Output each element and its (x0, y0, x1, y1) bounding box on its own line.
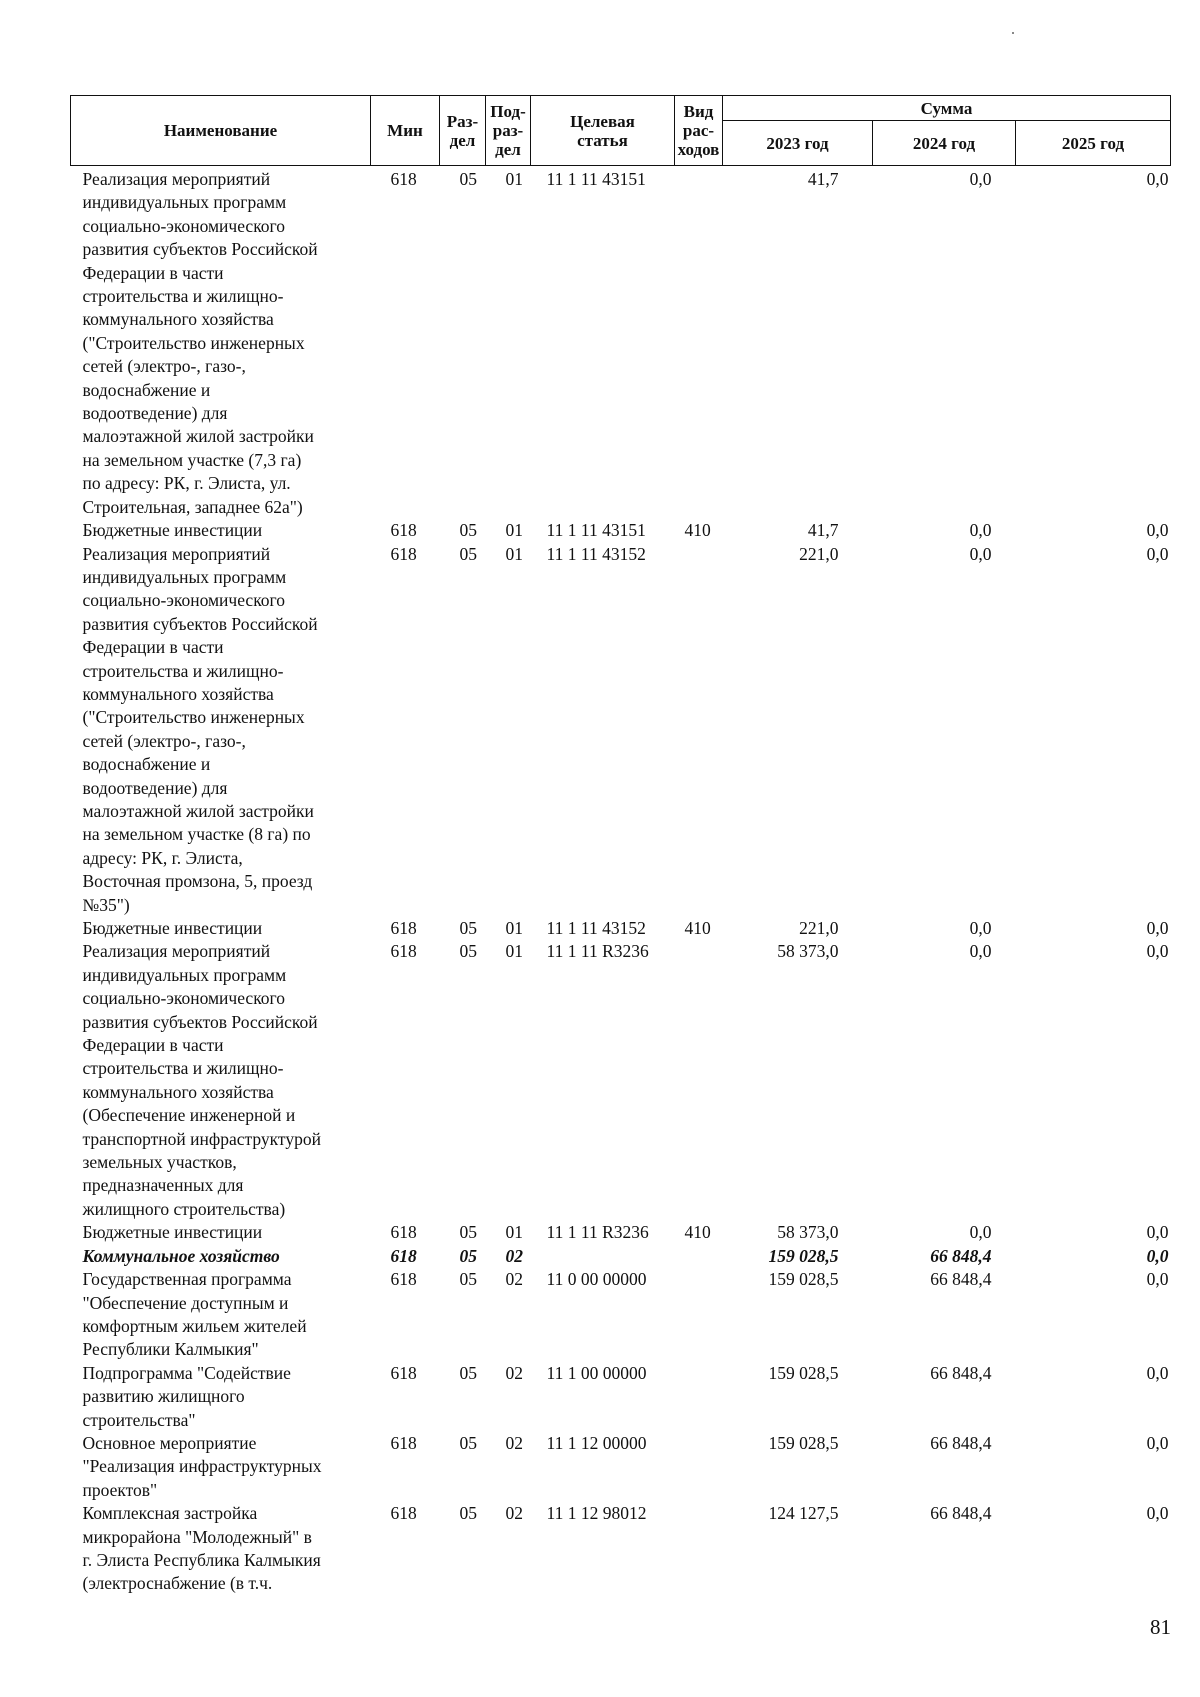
table-row (71, 1245, 1171, 1268)
row-vid-rashodov: 410 (684, 1222, 711, 1243)
header-podrazdel: Под- раз- дел (486, 96, 531, 166)
table-body (71, 166, 1171, 1596)
row-sum-2025: 0,0 (1146, 1222, 1169, 1243)
table-row (71, 940, 1171, 1221)
row-razdel: 05 (459, 520, 477, 541)
row-sum-2023: 159 028,5 (768, 1362, 839, 1383)
row-celevaya-statya (531, 1245, 675, 1268)
row-vid-rashodov (675, 166, 723, 520)
header-celevaya-statya: Целевая статья (531, 96, 675, 166)
table-row (71, 917, 1171, 940)
table-header (71, 96, 1171, 166)
header-razdel: Раз- дел (440, 96, 486, 166)
row-podrazdel: 01 (505, 520, 523, 541)
row-sum-2023: 221,0 (799, 543, 839, 564)
row-name: Реализация мероприятий индивидуальных программ социально-экономического развития субъектов Российской Федерации в части строительства и жилищно- коммунального хозяйства ("Строительство инженерных сетей (электро-, газо-, водоснабжение и водоотведение) для малоэтажной жилой застройки на земельном участке (8 га) по адресу: РК, г. Элиста, Восточная промзона, 5, проезд №35") (82, 543, 318, 915)
row-name: Государственная программа "Обеспечение доступным и комфортным жильем жителей Республики Калмыкия" (82, 1269, 307, 1360)
row-podrazdel: 02 (505, 1503, 523, 1524)
row-name: Бюджетные инвестиции (82, 520, 263, 541)
row-vid-rashodov (675, 1502, 723, 1596)
row-sum-2024: 0,0 (969, 520, 992, 541)
header-name: Наименование (71, 96, 371, 166)
row-razdel: 05 (459, 1245, 477, 1266)
row-min: 618 (390, 1503, 417, 1524)
row-sum-2025: 0,0 (1146, 520, 1169, 541)
row-razdel: 05 (459, 1269, 477, 1290)
header-summa: Сумма (723, 96, 1171, 121)
row-sum-2023: 58 373,0 (777, 1222, 839, 1243)
row-sum-2023: 58 373,0 (777, 941, 839, 962)
row-podrazdel: 01 (505, 918, 523, 938)
row-sum-2024: 66 848,4 (930, 1269, 992, 1290)
header-min: Мин (371, 96, 440, 166)
table-row (71, 543, 1171, 918)
table-row (71, 519, 1171, 542)
table-row (71, 1362, 1171, 1432)
header-year-2025: 2025 год (1016, 121, 1171, 166)
row-sum-2024: 66 848,4 (930, 1362, 992, 1383)
page-number: 81 (1150, 1615, 1171, 1639)
row-razdel: 05 (459, 543, 477, 564)
row-celevaya-statya: 11 1 11 43152 (546, 918, 646, 938)
row-podrazdel: 01 (505, 169, 523, 189)
row-podrazdel: 02 (505, 1432, 523, 1453)
row-vid-rashodov (675, 1432, 723, 1502)
row-name: Комплексная застройка микрорайона "Молодежный" в г. Элиста Республика Калмыкия (электроснабжение (в т.ч. (82, 1503, 321, 1594)
row-podrazdel: 02 (505, 1245, 523, 1266)
row-sum-2025: 0,0 (1146, 1432, 1169, 1453)
row-celevaya-statya: 11 1 12 00000 (546, 1432, 647, 1453)
row-sum-2024: 0,0 (969, 941, 992, 962)
row-sum-2023: 159 028,5 (768, 1245, 839, 1266)
row-celevaya-statya: 11 1 11 43151 (546, 520, 646, 541)
row-sum-2025: 0,0 (1146, 169, 1169, 189)
row-sum-2025: 0,0 (1146, 543, 1169, 564)
row-name: Реализация мероприятий индивидуальных программ социально-экономического развития субъектов Российской Федерации в части строительства и жилищно- коммунального хозяйства ("Строительство инженерных сетей (электро-, газо-, водоснабжение и водоотведение) для малоэтажной жилой застройки на земельном участке (7,3 га) по адресу: РК, г. Элиста, ул. Строительная, западнее 62а") (82, 169, 318, 517)
row-vid-rashodov (675, 1245, 723, 1268)
row-razdel: 05 (459, 169, 477, 189)
row-min: 618 (390, 520, 417, 541)
row-podrazdel: 01 (505, 941, 523, 962)
row-vid-rashodov: 410 (684, 918, 711, 938)
row-min: 618 (390, 1269, 417, 1290)
row-sum-2024: 0,0 (969, 169, 992, 189)
row-celevaya-statya: 11 1 11 R3236 (546, 1222, 649, 1243)
row-vid-rashodov (675, 543, 723, 918)
document-page (70, 95, 1170, 1596)
row-min: 618 (390, 941, 417, 962)
row-razdel: 05 (459, 1362, 477, 1383)
row-vid-rashodov (675, 940, 723, 1221)
row-celevaya-statya: 11 1 11 43151 (546, 169, 646, 189)
row-vid-rashodov (675, 1362, 723, 1432)
row-min: 618 (390, 1432, 417, 1453)
row-name: Основное мероприятие "Реализация инфраструктурных проектов" (82, 1432, 322, 1500)
row-name: Реализация мероприятий индивидуальных программ социально-экономического развития субъектов Российской Федерации в части строительства и жилищно- коммунального хозяйства (Обеспечение инженерной и транспортной инфраструктурой земельных участков, предназначенных для жилищного строительства) (82, 941, 321, 1219)
row-sum-2025: 0,0 (1146, 1245, 1169, 1266)
row-celevaya-statya: 11 0 00 00000 (546, 1269, 647, 1290)
row-min: 618 (390, 543, 417, 564)
row-sum-2023: 124 127,5 (768, 1503, 839, 1524)
row-sum-2023: 159 028,5 (768, 1269, 839, 1290)
row-vid-rashodov: 410 (684, 520, 711, 541)
row-celevaya-statya: 11 1 12 98012 (546, 1503, 647, 1524)
row-sum-2025: 0,0 (1146, 941, 1169, 962)
row-celevaya-statya: 11 1 11 R3236 (546, 941, 649, 962)
row-celevaya-statya: 11 1 11 43152 (546, 543, 646, 564)
row-name: Бюджетные инвестиции (82, 1222, 263, 1243)
row-name: Подпрограмма "Содействие развитию жилищного строительства" (82, 1362, 291, 1430)
row-sum-2023: 41,7 (807, 169, 839, 189)
row-celevaya-statya: 11 1 00 00000 (546, 1362, 647, 1383)
row-min: 618 (390, 169, 417, 189)
row-sum-2024: 66 848,4 (930, 1432, 992, 1453)
row-razdel: 05 (459, 1503, 477, 1524)
row-name: Коммунальное хозяйство (82, 1245, 280, 1266)
table-row (71, 1502, 1171, 1596)
row-sum-2024: 66 848,4 (930, 1245, 992, 1266)
row-podrazdel: 01 (505, 1222, 523, 1243)
row-min: 618 (390, 1362, 417, 1383)
row-podrazdel: 02 (505, 1362, 523, 1383)
row-sum-2024: 0,0 (969, 543, 992, 564)
table-row (71, 1432, 1171, 1502)
row-razdel: 05 (459, 918, 477, 938)
row-sum-2025: 0,0 (1146, 1362, 1169, 1383)
row-sum-2025: 0,0 (1146, 1269, 1169, 1290)
row-sum-2025: 0,0 (1146, 918, 1169, 938)
header-year-2023: 2023 год (723, 121, 873, 166)
row-podrazdel: 02 (505, 1269, 523, 1290)
budget-table (70, 95, 1171, 1596)
row-razdel: 05 (459, 941, 477, 962)
row-sum-2025: 0,0 (1146, 1503, 1169, 1524)
row-razdel: 05 (459, 1222, 477, 1243)
header-year-2024: 2024 год (873, 121, 1016, 166)
table-row (71, 1221, 1171, 1244)
table-row (71, 166, 1171, 520)
scan-speck (1012, 32, 1014, 34)
row-min: 618 (390, 918, 417, 938)
row-sum-2023: 159 028,5 (768, 1432, 839, 1453)
row-min: 618 (390, 1245, 417, 1266)
row-podrazdel: 01 (505, 543, 523, 564)
row-sum-2024: 66 848,4 (930, 1503, 992, 1524)
row-sum-2024: 0,0 (969, 1222, 992, 1243)
row-min: 618 (390, 1222, 417, 1243)
row-vid-rashodov (675, 1268, 723, 1362)
header-vid-rashodov: Вид рас- ходов (675, 96, 723, 166)
row-name: Бюджетные инвестиции (82, 918, 263, 938)
row-razdel: 05 (459, 1432, 477, 1453)
table-row (71, 1268, 1171, 1362)
row-sum-2023: 221,0 (799, 918, 839, 938)
row-sum-2023: 41,7 (807, 520, 839, 541)
row-sum-2024: 0,0 (969, 918, 992, 938)
